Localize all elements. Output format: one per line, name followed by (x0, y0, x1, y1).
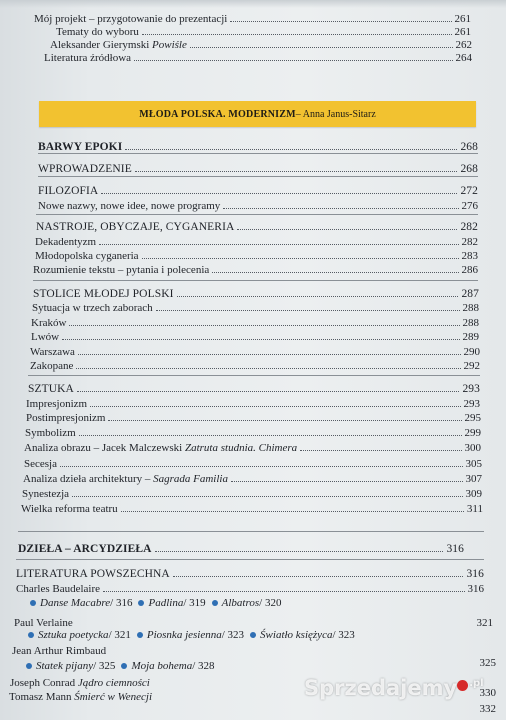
toc-entry-label: Secesja (24, 458, 57, 470)
section-heading (18, 541, 464, 555)
toc-entry-label: Dekadentyzm (35, 236, 97, 248)
toc-entry-page: 307 (465, 473, 482, 485)
toc-entry-page: 289 (462, 331, 479, 343)
work-title: Danse Macabre (40, 597, 111, 609)
watermark-badge-icon (457, 680, 468, 691)
toc-entry-page: 282 (461, 236, 478, 248)
toc-entry-italic: Śmierć w Wenecji (74, 691, 153, 703)
section-divider (36, 214, 478, 215)
section-divider (33, 280, 478, 281)
toc-entry-label: Lwów (31, 331, 60, 343)
section-label: WPROWADZENIE (38, 163, 132, 175)
section-label: DZIEŁA – ARCYDZIEŁA (18, 543, 152, 555)
author-page: 321 (476, 617, 493, 629)
author-entry (16, 581, 484, 595)
toc-entry-page: 299 (464, 427, 481, 439)
toc-entry-label (24, 441, 297, 455)
section-page: 282 (460, 221, 478, 233)
toc-entry-label: Tematy do wyboru (56, 26, 139, 38)
leader-dots (121, 501, 464, 512)
bullet-icon (137, 632, 143, 638)
section-heading (16, 566, 484, 580)
toc-entry-label: Nowe nazwy, nowe idee, nowe programy (38, 200, 221, 212)
leader-dots (62, 329, 459, 340)
site-watermark (304, 676, 504, 710)
bullet-icon (212, 600, 218, 606)
toc-entry-text: Joseph Conrad (10, 677, 78, 689)
section-divider (28, 375, 480, 376)
toc-entry-page: 300 (464, 442, 481, 454)
section-divider (38, 153, 478, 154)
leader-dots (125, 139, 457, 150)
toc-entry (23, 471, 482, 485)
author-name (10, 676, 150, 690)
toc-entry (44, 50, 472, 64)
toc-entry-italic: Sagrada Familia (153, 473, 228, 485)
toc-entry (31, 329, 479, 343)
toc-entry (24, 440, 481, 454)
toc-entry-label (23, 472, 228, 486)
chapter-author: – Anna Janus-Sitarz (295, 108, 376, 120)
author-name (9, 690, 152, 704)
leader-dots (142, 24, 452, 35)
leader-space (109, 643, 476, 654)
author-page: 330 (479, 687, 496, 699)
toc-entry (25, 425, 481, 439)
watermark-suffix: .pl (469, 678, 484, 689)
toc-entry-text: Aleksander Gierymski (50, 39, 153, 51)
toc-entry-page: 283 (461, 250, 478, 262)
leader-dots (173, 566, 464, 577)
leader-dots (190, 37, 453, 48)
author-entry (14, 615, 493, 629)
section-page: 287 (461, 288, 479, 300)
leader-dots (76, 358, 460, 369)
work-page: / 320 (259, 597, 282, 609)
page-top-shadow (0, 0, 506, 8)
toc-entry-page: 261 (454, 26, 471, 38)
leader-dots (231, 471, 463, 482)
bullet-icon (138, 600, 144, 606)
toc-entry-label: Sytuacja w trzech zaborach (32, 302, 153, 314)
section-page: 316 (466, 568, 484, 580)
leader-dots (72, 486, 462, 497)
work-page: / 328 (192, 660, 215, 672)
work-title: Piosnka jesienna (146, 629, 222, 641)
toc-entry-page: 286 (461, 264, 478, 276)
section-label: NASTROJE, OBYCZAJE, CYGANERIA (36, 221, 235, 233)
toc-entry-label: Młodopolska cyganeria (35, 250, 139, 262)
toc-entry (35, 234, 478, 248)
leader-dots (155, 541, 444, 552)
author-name: Charles Baudelaire (16, 583, 100, 595)
works-list (28, 628, 355, 643)
work-page: / 316 (110, 597, 133, 609)
author-page: 325 (479, 657, 496, 669)
leader-dots (300, 440, 461, 451)
toc-entry-label: Wielka reforma teatru (21, 503, 118, 515)
section-heading (33, 286, 479, 300)
leader-dots (101, 183, 457, 194)
bullet-icon (26, 663, 32, 669)
work-page: / 321 (108, 629, 131, 641)
section-page: 272 (460, 185, 478, 197)
toc-entry-italic: Powiśle (152, 39, 187, 51)
author-page: 332 (479, 703, 496, 715)
author-name: Jean Arthur Rimbaud (12, 645, 107, 657)
toc-entry-page: 288 (462, 317, 479, 329)
leader-dots (99, 234, 458, 245)
bullet-icon (28, 632, 34, 638)
section-label: SZTUKA (28, 383, 74, 395)
section-page: 316 (446, 543, 464, 555)
toc-entry (50, 37, 472, 51)
toc-entry-page: 309 (465, 488, 482, 500)
work-title: Padlina (148, 597, 184, 609)
leader-dots (223, 198, 458, 209)
toc-entry-page: 305 (465, 458, 482, 470)
work-page: / 323 (332, 629, 355, 641)
toc-entry-page: 276 (461, 200, 478, 212)
section-heading (28, 381, 480, 395)
leader-dots (156, 300, 460, 311)
toc-entry-label: Postimpresjonizm (26, 412, 106, 424)
watermark-text: Sprzedajemy (304, 676, 458, 700)
toc-entry-page: 311 (466, 503, 483, 515)
section-label: BARWY EPOKI (38, 141, 123, 153)
toc-entry (21, 501, 483, 515)
section-divider (18, 531, 484, 532)
bullet-icon (30, 600, 36, 606)
leader-dots (79, 425, 462, 436)
toc-entry-label: Zakopane (30, 360, 74, 372)
leader-dots (60, 456, 463, 467)
toc-entry (24, 456, 482, 470)
toc-entry (33, 262, 478, 276)
toc-entry-page: 290 (463, 346, 480, 358)
chapter-banner (39, 101, 476, 127)
toc-entry-page: 262 (455, 39, 472, 51)
leader-dots (237, 219, 457, 230)
leader-dots (69, 315, 459, 326)
toc-entry-text: Analiza obrazu – Jacek Malczewski (24, 442, 185, 454)
toc-entry (31, 315, 479, 329)
leader-dots (212, 262, 458, 273)
leader-dots (90, 396, 460, 407)
work-title: Moja bohema (131, 660, 193, 672)
work-page: / 325 (93, 660, 116, 672)
work-title: Albatros (221, 597, 260, 609)
toc-entry-page: 288 (462, 302, 479, 314)
leader-dots (135, 161, 458, 172)
section-label: STOLICE MŁODEJ POLSKI (33, 288, 174, 300)
bullet-icon (250, 632, 256, 638)
leader-dots (108, 410, 461, 421)
toc-entry (32, 300, 479, 314)
work-page: / 323 (221, 629, 245, 641)
toc-entry (56, 24, 471, 38)
toc-entry-label: Mój projekt – przygotowanie do prezentacji (34, 13, 228, 25)
toc-entry (35, 248, 478, 262)
toc-entry-page: 293 (463, 398, 480, 410)
toc-entry (38, 198, 478, 212)
author-name: Paul Verlaine (14, 617, 73, 629)
toc-entry-label: Warszawa (30, 346, 75, 358)
leader-dots (134, 50, 452, 61)
toc-entry (22, 486, 482, 500)
leader-dots (177, 286, 459, 297)
toc-entry-label: Kraków (31, 317, 67, 329)
section-heading (38, 161, 478, 175)
chapter-title: MŁODA POLSKA. MODERNIZM (139, 108, 296, 120)
leader-dots (142, 248, 459, 259)
works-list (26, 659, 215, 674)
toc-entry-page: 292 (463, 360, 480, 372)
toc-entry-text: Tomasz Mann (9, 691, 75, 703)
section-heading (38, 183, 478, 197)
toc-entry (30, 344, 480, 358)
section-page: 293 (462, 383, 480, 395)
toc-entry-page: 264 (455, 52, 472, 64)
section-heading (36, 219, 478, 233)
work-page: / 319 (183, 597, 206, 609)
toc-entry-page: 295 (464, 412, 481, 424)
works-list (30, 596, 281, 611)
toc-entry-label: Impresjonizm (26, 398, 88, 410)
leader-dots (230, 11, 451, 22)
toc-entry-text: Analiza dzieła architektury – (23, 473, 154, 485)
author-page: 316 (467, 583, 484, 595)
toc-entry-italic: Zatruta studnia. Chimera (184, 442, 298, 454)
section-heading (38, 139, 478, 153)
section-page: 268 (460, 163, 478, 175)
toc-entry (30, 358, 480, 372)
toc-entry (26, 410, 481, 424)
work-title: Sztuka poetycka (38, 629, 109, 641)
leader-space (76, 615, 474, 626)
work-title: Statek pijany (36, 660, 94, 672)
work-title: Światło księżyca (260, 629, 333, 641)
toc-entry-page: 261 (454, 13, 471, 25)
toc-entry (34, 11, 471, 25)
toc-entry-italic: Jądro ciemności (77, 677, 150, 689)
leader-dots (103, 581, 465, 592)
bullet-icon (121, 663, 127, 669)
leader-dots (78, 344, 461, 355)
toc-entry-label: Symbolizm (25, 427, 76, 439)
toc-entry-label: Rozumienie tekstu – pytania i polecenia (33, 264, 210, 276)
section-label: LITERATURA POWSZECHNA (16, 568, 170, 580)
section-divider (16, 559, 484, 560)
section-label: FILOZOFIA (38, 185, 99, 197)
toc-entry-label: Literatura źródłowa (44, 52, 132, 64)
toc-entry (26, 396, 480, 410)
section-page: 268 (460, 141, 478, 153)
leader-dots (77, 381, 459, 392)
toc-entry-label: Synestezja (22, 488, 70, 500)
section-divider (38, 176, 478, 177)
